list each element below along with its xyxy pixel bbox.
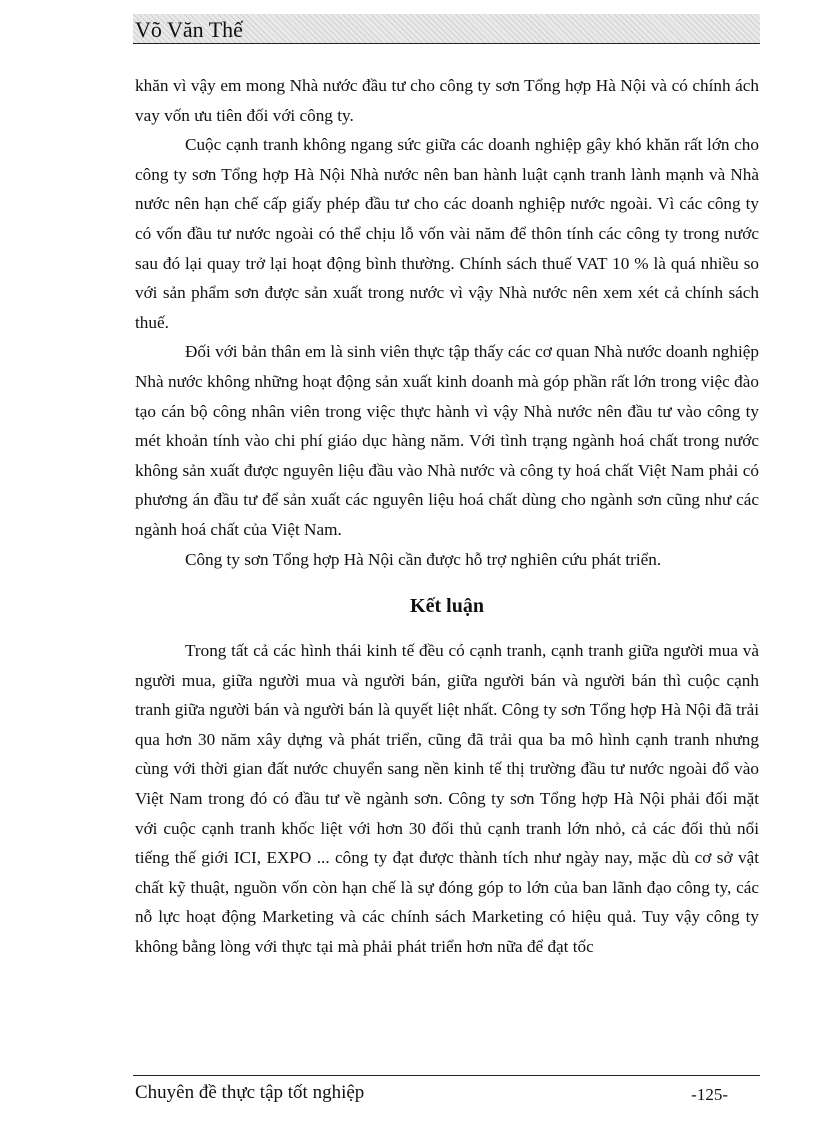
paragraph-competition: Cuộc cạnh tranh không ngang sức giữa các doanh nghiệp gây khó khăn rất lớn cho công ty sơn Tổng hợp Hà Nội Nhà nước nên ban hành luật cạnh tranh lành mạnh và Nhà nước nên hạn chế cấp giấy phép đầu tư cho các doanh nghiệp nước ngoài. Vì các công ty có vốn đầu tư nước ngoài có thể chịu lỗ vốn vài năm để thôn tính các công ty trong nước sau đó lại quay trở lại hoạt động bình thường. Chính sách thuế VAT 10 % là quá nhiều so với sản phẩm sơn được sản xuất trong nước vì vậy Nhà nước nên xem xét cả chính sách thuế. [135, 135, 759, 332]
paragraph-continuation: khăn vì vậy em mong Nhà nước đầu tư cho công ty sơn Tổng hợp Hà Nội và có chính ách vay vốn ưu tiên đối với công ty. [135, 76, 759, 125]
page-number: -125- [691, 1085, 728, 1104]
footer-document-title: Chuyên đề thực tập tốt nghiệp [135, 1082, 365, 1103]
page-header [133, 14, 760, 44]
document-body [135, 71, 759, 962]
paragraph-student-view: Đối với bản thân em là sinh viên thực tập thấy các cơ quan Nhà nước doanh nghiệp Nhà nước không những hoạt động sản xuất kinh doanh mà góp phần rất lớn trong việc đào tạo cán bộ công nhân viên trong việc thực hành vì vậy Nhà nước nên đầu tư vào công ty mét khoản tính vào chi phí giáo dục hàng năm. Với tình trạng ngành hoá chất trong nước không sản xuất được nguyên liệu đầu vào Nhà nước và công ty hoá chất Việt Nam phải có phương án đầu tư để sản xuất các nguyên liệu hoá chất dùng cho ngành sơn cũng như các ngành hoá chất của Việt Nam. [135, 342, 759, 539]
footer-divider [133, 1075, 760, 1076]
header-author-name: Võ Văn Thế [135, 17, 243, 42]
conclusion-heading: Kết luận [410, 595, 484, 618]
paragraph-conclusion: Trong tất cả các hình thái kinh tế đều có cạnh tranh, cạnh tranh giữa người mua và người mua, giữa người mua và người bán, giữa người bán và người bán thì cuộc cạnh tranh giữa người bán và người bán là quyết liệt nhất. Công ty sơn Tổng hợp Hà Nội đã trải qua hơn 30 năm xây dựng và phát triển, cũng đã trải qua ba mô hình cạnh tranh nhưng cùng với thời gian đất nước chuyển sang nền kinh tế thị trường đầu tư nước ngoài đổ vào Việt Nam trong đó có đầu tư về ngành sơn. Công ty sơn Tổng hợp Hà Nội phải đối mặt với cuộc cạnh tranh khốc liệt với hơn 30 đối thủ cạnh tranh lớn nhỏ, cả các đối thủ nổi tiếng thế giới ICI, EXPO ... công ty đạt được thành tích như ngày nay, mặc dù cơ sở vật chất kỹ thuật, nguồn vốn còn hạn chế là sự đóng góp to lớn của ban lãnh đạo công ty, các nỗ lực hoạt động Marketing và các chính sách Marketing có hiệu quả. Tuy vậy công ty không bằng lòng với thực tại mà phải phát triển hơn nữa để đạt tốc [135, 641, 759, 957]
paragraph-research-support: Công ty sơn Tổng hợp Hà Nội cần được hỗ trợ nghiên cứu phát triển. [185, 549, 662, 569]
